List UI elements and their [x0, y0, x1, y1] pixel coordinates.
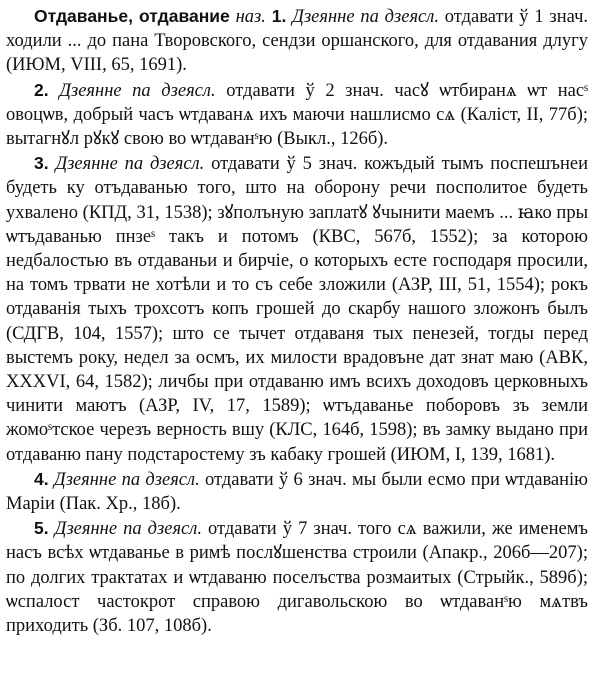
pos-label: наз.: [235, 7, 266, 27]
sense-5-paragraph: [6, 516, 588, 638]
sense-2-text: отдавати ў 2 знач. часꙋ ѡтбиранѧ ѡт насˢ овоцѡв, добрый часъ ѡтдаванѧ ихъ маючи нашлисмо сѧ (Каліст, II, 77б); вытагнꙋл рꙋкꙋ свою во ѡтдаванˢю (Выкл., 126б).: [6, 80, 589, 150]
sense-1-text: отдавати ў 1 знач. ходили ... до пана Творовского, сендзи оршанского, для отдавания длугу (ИЮМ, VIII, 65, 1691).: [6, 7, 589, 76]
sense-4-number: 4.: [34, 468, 49, 489]
sense-3-text: отдавати ў 5 знач. кожъдый тымъ поспешънеи будеть ку отъдаванью того, што на оборону речи посполитое будеть ухвалено (КПД, 31, 1538); зꙋполъную заплатꙋ ꙋчынити маемъ ... ꙗко пры ѡтъдаванью пнзеˢ такъ и потомъ (КВС, 567б, 1552); за которою недбалостью въ отдаваньи и бирчіе, о которыхъ есте господаря просили, на томъ трвати не хотѣли и то съ себе зложили (АЗР, III, 51, 1554); рокъ отдаванія тыхъ трохсотъ копъ грошей до скарбу нашого зложонъ былъ (СДГВ, 104, 1557); што се тычет отдаваня тых пенезей, тогды перед выстемъ року, недел за осмъ, их милости врадовъне дат знат маю (АВК, XXXVI, 64, 1582); личбы при отдаваню имъ всихъ доходовъ церковныхъ чинити маютъ (АЗР, IV, 17, 1589); ѡтъдаванье поборовъ зъ земли жомоˢтское черезъ верность вшу (КЛС, 164б, 1598); въ замку выдано при отдаваню пану подстаростему зъ кабаку грошей (ИЮМ, I, 139, 1681).: [6, 154, 589, 465]
sense-5-number: 5.: [34, 518, 49, 539]
sense-4-label: Дзеянне па дзеясл.: [53, 469, 200, 490]
sense-3-label: Дзеянне па дзеясл.: [55, 154, 205, 175]
sense-4-paragraph: [6, 467, 588, 516]
sense-2-label: Дзеянне па дзеясл.: [59, 80, 216, 101]
sense-5-label: Дзеянне па дзеясл.: [54, 519, 202, 540]
sense-5-text: отдавати ў 7 знач. того сѧ важили, же именемъ насъ всѣх ѡтдаванье в римѣ послꙋшенства строили (Апакр., 206б—207); по долгих трактатах и ѡтдаваню поселъства розмаитых (Стрыйк., 589б); ѡспалост частокрот справою дигавольскою во ѡтдаванˢю мѧтвъ приходить (Зб. 107, 108б).: [6, 519, 588, 637]
sense-3-number: 3.: [34, 153, 49, 174]
sense-2-number: 2.: [34, 79, 49, 100]
sense-1-number: 1.: [271, 6, 287, 26]
headword: Отдаванье, отдавание: [34, 6, 230, 26]
sense-3-paragraph: [6, 151, 588, 467]
sense-1-label: Дзеянне па дзеясл.: [292, 7, 439, 27]
sense-2-paragraph: [6, 78, 588, 152]
sense-1-paragraph: [6, 4, 588, 78]
sense-4-text: отдавати ў 6 знач. мы были есмо при ѡтдаванію Маріи (Пак. Хр., 18б).: [6, 469, 589, 515]
